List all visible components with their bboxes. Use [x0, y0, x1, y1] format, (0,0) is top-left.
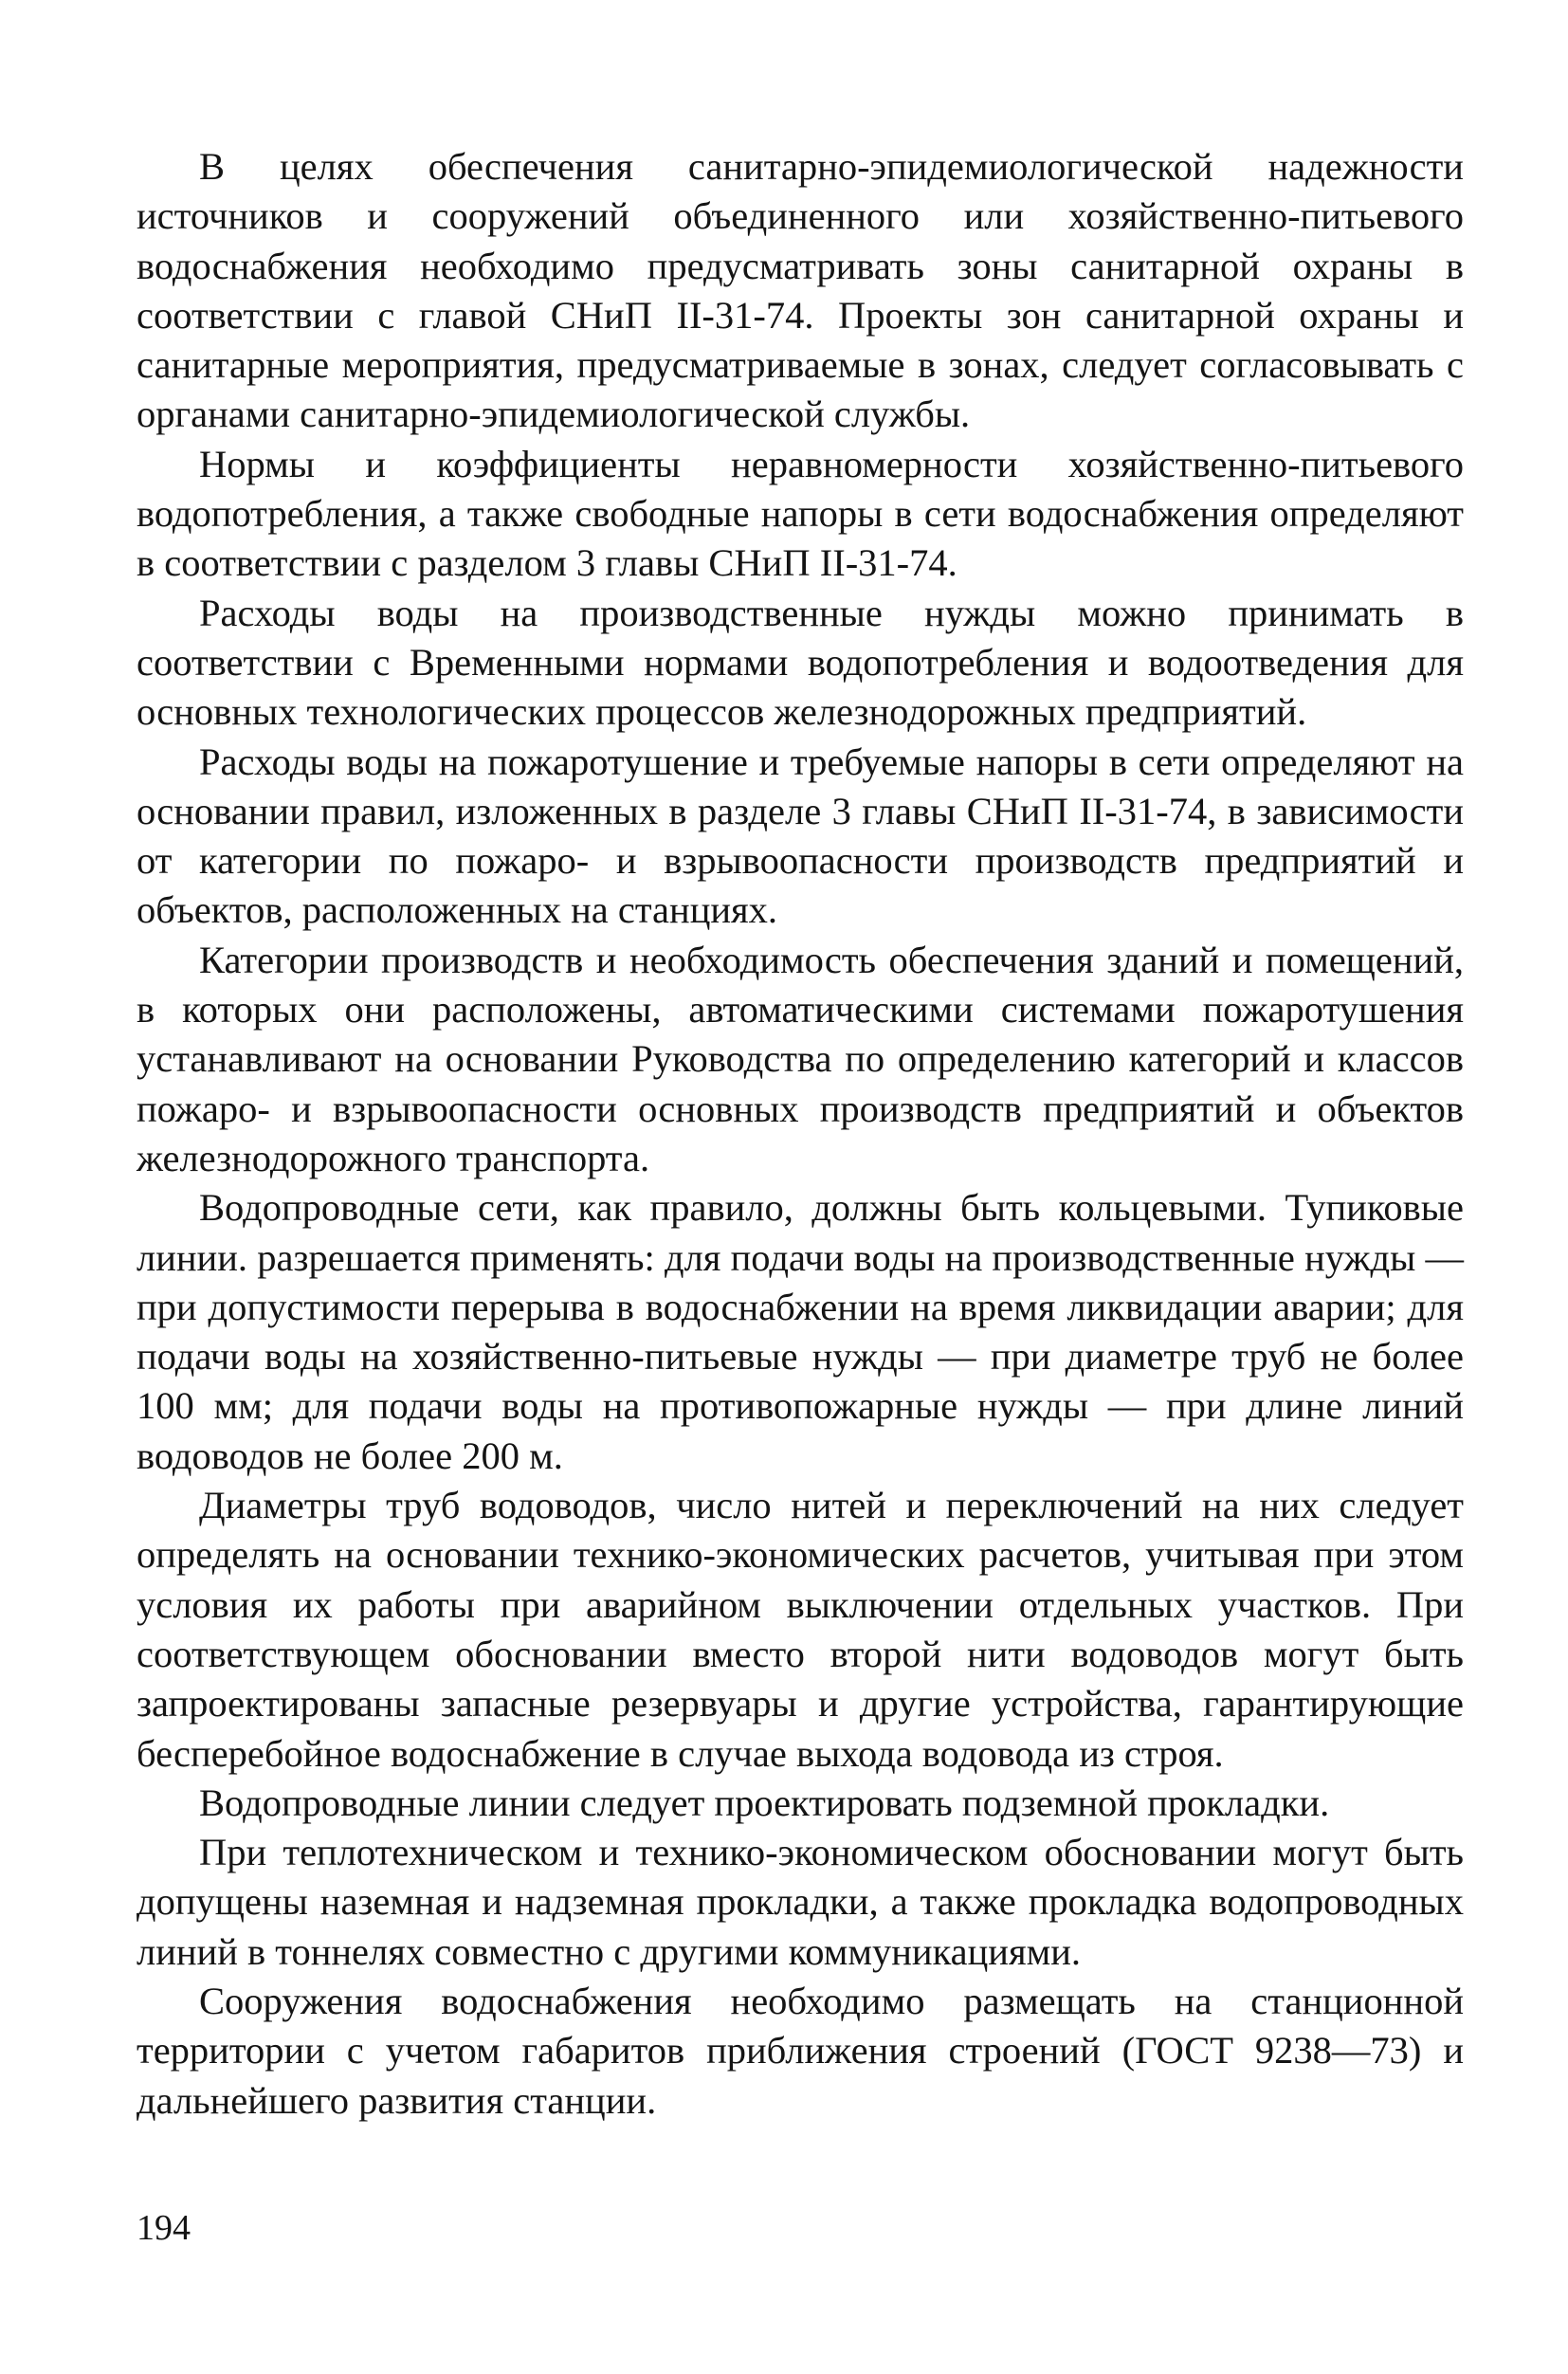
- paragraph-water-networks: Водопроводные сети, как правило, должны быть кольцевыми. Тупиковые линии. разрешается применять: для подачи воды на производственные нужды — при допустимости перерыва в водоснабжении на время ликвидации аварии; для подачи воды на хозяйственно-питьевые нужды — при диаметре труб не более 100 мм; для подачи воды на противопожарные нужды — при длине линий водоводов не более 200 м.: [137, 1186, 1464, 1477]
- paragraph-surface-laying: При теплотехническом и технико-экономическом обосновании могут быть допущены наземная и надземная прокладки, а также прокладка водопроводных линий в тоннелях совместно с другими коммуникациями.: [137, 1831, 1464, 1973]
- paragraph-sanitary-zones: В целях обеспечения санитарно-эпидемиологической надежности источников и сооружений объединенного или хозяйственно-питьевого водоснабжения необходимо предусматривать зоны санитарной охраны в соответствии с главой СНиП II-31-74. Проекты зон санитарной охраны и санитарные мероприятия, предусматриваемые в зонах, следует согласовывать с органами санитарно-эпидемиологической службы.: [137, 145, 1464, 436]
- page-body: [137, 142, 1464, 2126]
- paragraph-production-water: Расходы воды на производственные нужды можно принимать в соответствии с Временными нормами водопотребления и водоотведения для основных технологических процессов железнодорожных предприятий.: [137, 591, 1464, 734]
- paragraph-station-placement: Сооружения водоснабжения необходимо размещать на станционной территории с учетом габаритов приближения строений (ГОСТ 9238—73) и дальнейшего развития станции.: [137, 1979, 1464, 2122]
- paragraph-pipe-diameters: Диаметры труб водоводов, число нитей и переключений на них следует определять на основании технико-экономических расчетов, учитывая при этом условия их работы при аварийном выключении отдельных участков. При соответствующем обосновании вместо второй нити водоводов могут быть запроектированы запасные резервуары и другие устройства, гарантирующие бесперебойное водоснабжение в случае выхода водовода из строя.: [137, 1484, 1464, 1775]
- paragraph-underground-lines: Водопроводные линии следует проектировать подземной прокладки.: [199, 1780, 1330, 1824]
- paragraph-fire-water: Расходы воды на пожаротушение и требуемые напоры в сети определяют на основании правил, изложенных в разделе 3 главы СНиП II-31-74, в зависимости от категории по пожаро- и взрывоопасности производств предприятий и объектов, расположенных на станциях.: [137, 740, 1464, 932]
- page-number: 194: [137, 2208, 191, 2248]
- paragraph-production-categories: Категории производств и необходимость обеспечения зданий и помещений, в которых они расположены, автоматическими системами пожаротушения устанавливают на основании Руководства по определению категорий и классов пожаро- и взрывоопасности основных производств предприятий и объектов железнодорожного транспорта.: [137, 938, 1464, 1179]
- paragraph-consumption-norms: Нормы и коэффициенты неравномерности хозяйственно-питьевого водопотребления, а также свободные напоры в сети водоснабжения определяют в соответствии с разделом 3 главы СНиП II-31-74.: [137, 442, 1464, 585]
